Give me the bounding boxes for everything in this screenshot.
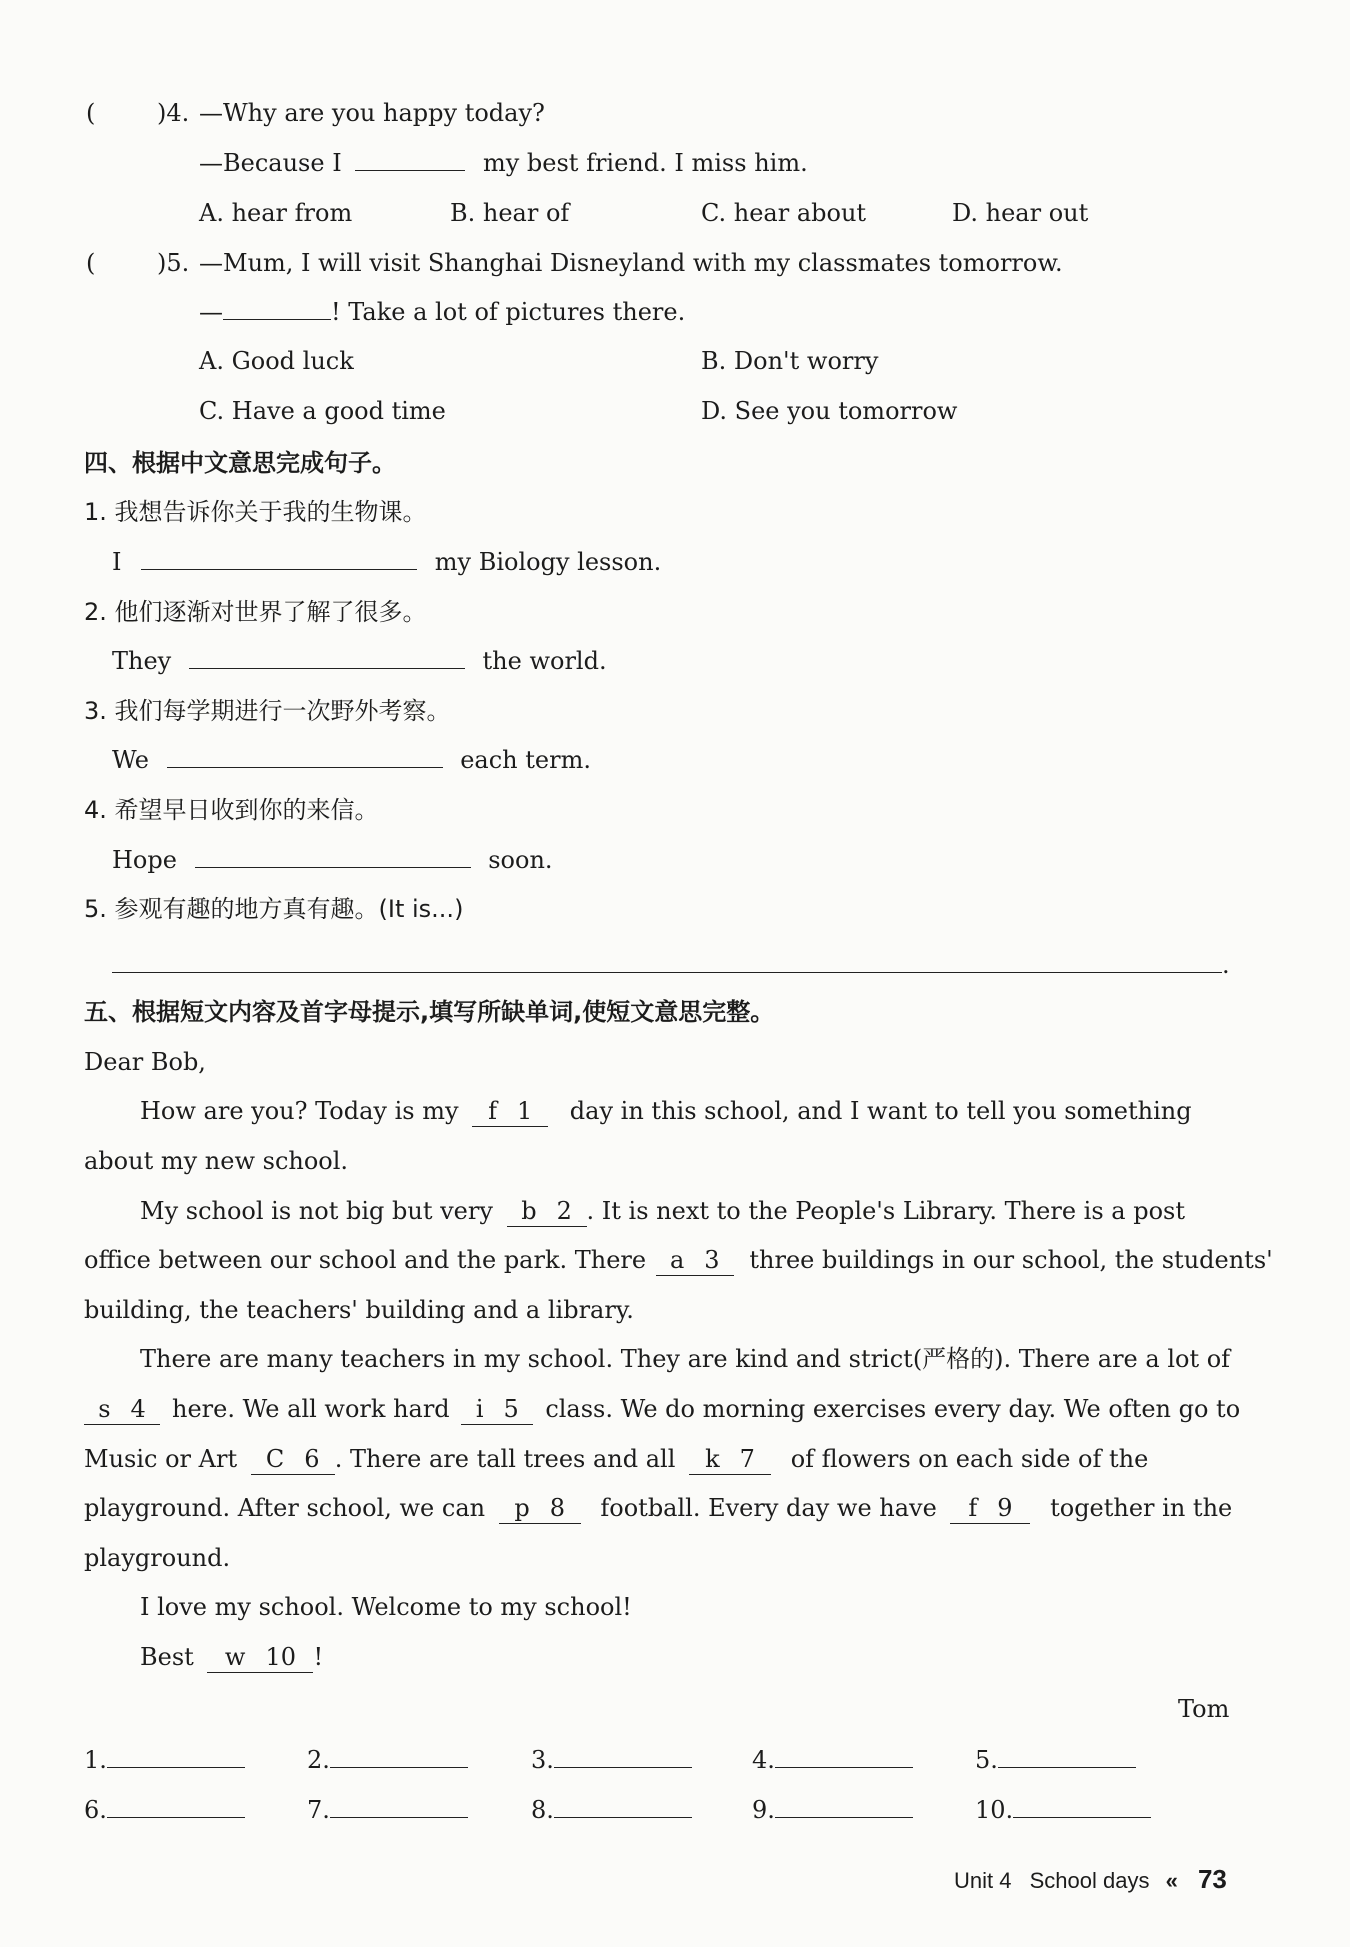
answer-7 [307,1795,468,1825]
answer-9-label: 9. [752,1796,775,1824]
q4-paren: ( [86,99,96,127]
blank-5[interactable] [461,1394,533,1425]
para3-text-e: . There are tall trees and all [334,1445,676,1473]
para4-line: I love my school. Welcome to my school! [140,1593,632,1621]
blank-7-num: 7 [739,1445,755,1473]
answer-6-blank[interactable] [107,1795,245,1818]
blank-4-hint: s [98,1395,111,1423]
answer-8 [531,1795,692,1825]
q4-option-d: D. hear out [952,199,1089,227]
q4-answer-pre: —Because I [199,149,342,177]
letter-greeting: Dear Bob, [84,1048,206,1076]
answer-7-blank[interactable] [330,1795,468,1818]
s4-item2-pre: They [112,647,172,675]
para3-text-h: football. Every day we have [600,1494,937,1522]
blank-9-hint: f [968,1494,978,1522]
signature: Tom [1178,1695,1230,1723]
answer-2-blank[interactable] [330,1745,468,1768]
para3-line2 [84,1394,1240,1425]
s4-item4-line [112,845,553,875]
answer-2-label: 2. [307,1746,330,1774]
s4-item4-post: soon. [488,846,553,874]
answer-2 [307,1745,468,1775]
q4-answer-line [199,148,808,178]
page-footer [954,1864,1227,1895]
answer-4-blank[interactable] [775,1745,913,1768]
answer-1-blank[interactable] [107,1745,245,1768]
s4-item3-pre: We [112,746,149,774]
q4-option-b: B. hear of [450,199,570,227]
s4-item5-post: . [1222,951,1230,979]
para1-line1 [140,1096,1192,1127]
answer-10-label: 10. [975,1796,1014,1824]
para1-text-b: day in this school, and I want to tell you something [569,1097,1192,1125]
q5-number: )5. [157,249,190,277]
para2-line3: building, the teachers' building and a library. [84,1296,634,1324]
para3-line5: playground. [84,1544,231,1572]
para2-text-c: office between our school and the park. There [84,1246,647,1274]
q5-option-a: A. Good luck [199,347,354,375]
blank-4[interactable] [84,1394,160,1425]
blank-6-hint: C [265,1445,285,1473]
para3-line3 [84,1444,1148,1475]
answer-6 [84,1795,245,1825]
s4-item1-cn: 1. 我想告诉你关于我的生物课。 [84,498,427,526]
answer-3-label: 3. [531,1746,554,1774]
s4-item5-cn: 5. 参观有趣的地方真有趣。(It is...) [84,895,464,923]
q5-answer-line [199,297,685,327]
para3-text-g: playground. After school, we can [84,1494,486,1522]
para2-text-d: three buildings in our school, the students' [749,1246,1273,1274]
s4-item4-cn: 4. 希望早日收到你的来信。 [84,796,379,824]
blank-8-num: 8 [549,1494,566,1522]
answer-9 [752,1795,913,1825]
s4-item4-pre: Hope [112,846,177,874]
blank-9[interactable] [950,1493,1030,1524]
q5-option-d: D. See you tomorrow [701,397,958,425]
blank-2[interactable] [507,1196,587,1227]
blank-7[interactable] [689,1444,771,1475]
answer-4-label: 4. [752,1746,775,1774]
para2-line1 [140,1196,1185,1227]
closing-text: Best [140,1643,194,1671]
q4-option-c: C. hear about [701,199,867,227]
answer-10 [975,1795,1151,1825]
answer-5-blank[interactable] [998,1745,1136,1768]
blank-1[interactable] [472,1096,548,1127]
s4-item5-blank[interactable] [112,950,1222,973]
answer-1 [84,1745,245,1775]
para3-text-f: of flowers on each side of the [790,1445,1149,1473]
q5-question: —Mum, I will visit Shanghai Disneyland with my classmates tomorrow. [199,249,1063,277]
q4-answer-post: my best friend. I miss him. [482,149,808,177]
blank-8-hint: p [514,1494,530,1522]
blank-5-num: 5 [503,1395,519,1423]
answer-5-label: 5. [975,1746,998,1774]
page-number: 73 [1197,1864,1227,1894]
answer-6-label: 6. [84,1796,107,1824]
answer-1-label: 1. [84,1746,107,1774]
s4-item1-pre: I [112,548,122,576]
blank-1-num: 1 [516,1097,533,1125]
s4-item1-post: my Biology lesson. [434,548,662,576]
blank-3[interactable] [656,1245,734,1276]
q5-answer-post: ! Take a lot of pictures there. [331,298,686,326]
closing-line [140,1642,323,1673]
q5-option-b: B. Don't worry [701,347,879,375]
para3-text-c: class. We do morning exercises every day. We often go to [545,1395,1241,1423]
answer-3-blank[interactable] [554,1745,692,1768]
blank-7-hint: k [705,1445,720,1473]
para2-line2 [84,1245,1273,1276]
answer-10-blank[interactable] [1013,1795,1151,1818]
answer-4 [752,1745,913,1775]
s4-item1-line [112,547,661,577]
s4-item3-line [112,745,591,775]
para3-text-d: Music or Art [84,1445,238,1473]
chevron-left-icon: « [1165,1868,1178,1893]
para2-text-b: . It is next to the People's Library. There is a post [586,1197,1185,1225]
blank-8[interactable] [499,1493,581,1524]
q4-number: )4. [157,99,190,127]
q5-paren: ( [86,249,96,277]
blank-10-num: 10 [265,1643,296,1671]
para3-text-i: together in the [1050,1494,1233,1522]
footer-title: School days [1029,1868,1150,1893]
s4-item2-line [112,646,607,676]
s4-item3-cn: 3. 我们每学期进行一次野外考察。 [84,697,451,725]
blank-1-hint: f [488,1097,497,1125]
para3-text-b: here. We all work hard [172,1395,450,1423]
blank-5-hint: i [475,1395,484,1423]
q5-option-c: C. Have a good time [199,397,446,425]
s4-item4-blank[interactable] [195,845,471,868]
q4-blank[interactable] [355,148,465,171]
blank-6[interactable] [251,1444,335,1475]
para3-line1: There are many teachers in my school. They are kind and strict(严格的). There are a lot of [140,1345,1231,1373]
s4-item1-blank[interactable] [141,547,417,570]
closing-end: ! [313,1643,324,1671]
blank-2-num: 2 [556,1197,572,1225]
blank-3-hint: a [669,1246,685,1274]
answer-8-label: 8. [531,1796,554,1824]
section5-title: 五、根据短文内容及首字母提示,填写所缺单词,使短文意思完整。 [84,998,775,1026]
answer-3 [531,1745,692,1775]
blank-2-hint: b [521,1197,537,1225]
blank-6-num: 6 [304,1445,320,1473]
footer-unit: Unit 4 [954,1868,1012,1893]
s4-item2-blank[interactable] [189,646,465,669]
q4-option-a: A. hear from [199,199,353,227]
answer-5 [975,1745,1136,1775]
para3-line4 [84,1493,1232,1524]
s4-item3-post: each term. [460,746,591,774]
s4-item2-cn: 2. 他们逐渐对世界了解了很多。 [84,598,427,626]
s4-item2-post: the world. [482,647,607,675]
section4-title: 四、根据中文意思完成句子。 [84,449,396,477]
blank-4-num: 4 [130,1395,146,1423]
para1-line2: about my new school. [84,1147,349,1175]
para2-text-a: My school is not big but very [140,1197,493,1225]
answer-7-label: 7. [307,1796,330,1824]
blank-9-num: 9 [997,1494,1013,1522]
q4-question: —Why are you happy today? [199,99,545,127]
blank-10[interactable] [207,1642,313,1673]
q5-answer-pre: — [199,298,223,326]
s4-item3-blank[interactable] [167,745,443,768]
answer-9-blank[interactable] [775,1795,913,1818]
s4-item5-line [112,950,1230,980]
q5-blank[interactable] [223,297,331,320]
blank-10-hint: w [224,1643,246,1671]
para1-text-a: How are you? Today is my [140,1097,459,1125]
blank-3-num: 3 [704,1246,720,1274]
answer-8-blank[interactable] [554,1795,692,1818]
